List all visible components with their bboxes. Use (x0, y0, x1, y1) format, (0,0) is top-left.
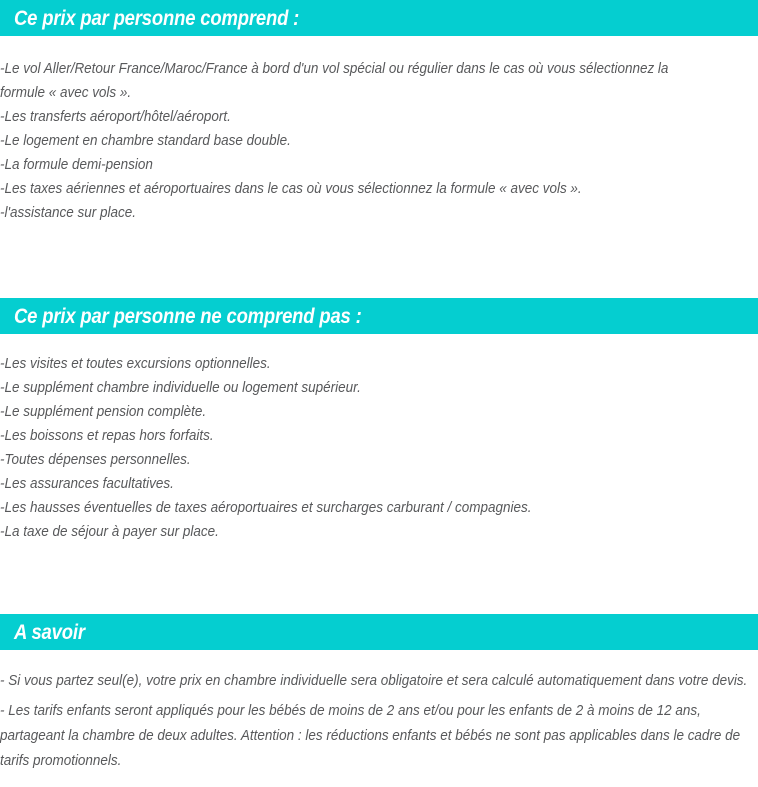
section-header-not-included (0, 298, 758, 334)
section-body-not-included (0, 334, 758, 544)
section-title-included: Ce prix par personne comprend : (14, 6, 300, 30)
section-good-to-know (0, 614, 758, 774)
list-item: -Le supplément chambre individuelle ou logement supérieur. (0, 380, 361, 396)
list-item: -Les hausses éventuelles de taxes aéroportuaires et surcharges carburant / compagnies. (0, 500, 532, 516)
list-item: -Le vol Aller/Retour France/Maroc/France à bord d'un vol spécial ou régulier dans le cas où vous sélectionnez la (0, 61, 669, 77)
section-spacer (0, 225, 758, 298)
list-item: -l'assistance sur place. (0, 205, 136, 221)
list-item: -Le logement en chambre standard base double. (0, 133, 291, 149)
list-item: -Les assurances facultatives. (0, 476, 174, 492)
section-header-included (0, 0, 758, 36)
paragraph: - Les tarifs enfants seront appliqués pour les bébés de moins de 2 ans et/ou pour les enfants de 2 à moins de 12 ans, partageant la chambre de deux adultes. Attention : les réductions enfants et bébés ne sont pas applicables dans le cadre de tarifs promotionnels. (0, 703, 741, 769)
list-item: -Les taxes aériennes et aéroportuaires dans le cas où vous sélectionnez la formule « avec vols ». (0, 181, 582, 197)
section-title-good-to-know: A savoir (14, 620, 85, 644)
list-item: -La formule demi-pension (0, 157, 153, 173)
list-item: -Le supplément pension complète. (0, 404, 207, 420)
paragraph: - Si vous partez seul(e), votre prix en chambre individuelle sera obligatoire et sera calculé automatiquement dans votre devis. (0, 673, 748, 689)
section-title-not-included: Ce prix par personne ne comprend pas : (14, 304, 362, 328)
section-price-included (0, 0, 758, 225)
section-price-not-included (0, 298, 758, 544)
section-header-good-to-know (0, 614, 758, 650)
section-spacer (0, 544, 758, 614)
list-item: -Les transferts aéroport/hôtel/aéroport. (0, 109, 231, 125)
list-item: -La taxe de séjour à payer sur place. (0, 524, 219, 540)
list-item: -Les boissons et repas hors forfaits. (0, 428, 214, 444)
list-item: -Les visites et toutes excursions optionnelles. (0, 356, 271, 372)
list-item: -Toutes dépenses personnelles. (0, 452, 191, 468)
list-item-continuation: formule « avec vols ». (0, 85, 132, 101)
section-body-good-to-know (0, 650, 758, 774)
section-body-included (0, 36, 758, 225)
